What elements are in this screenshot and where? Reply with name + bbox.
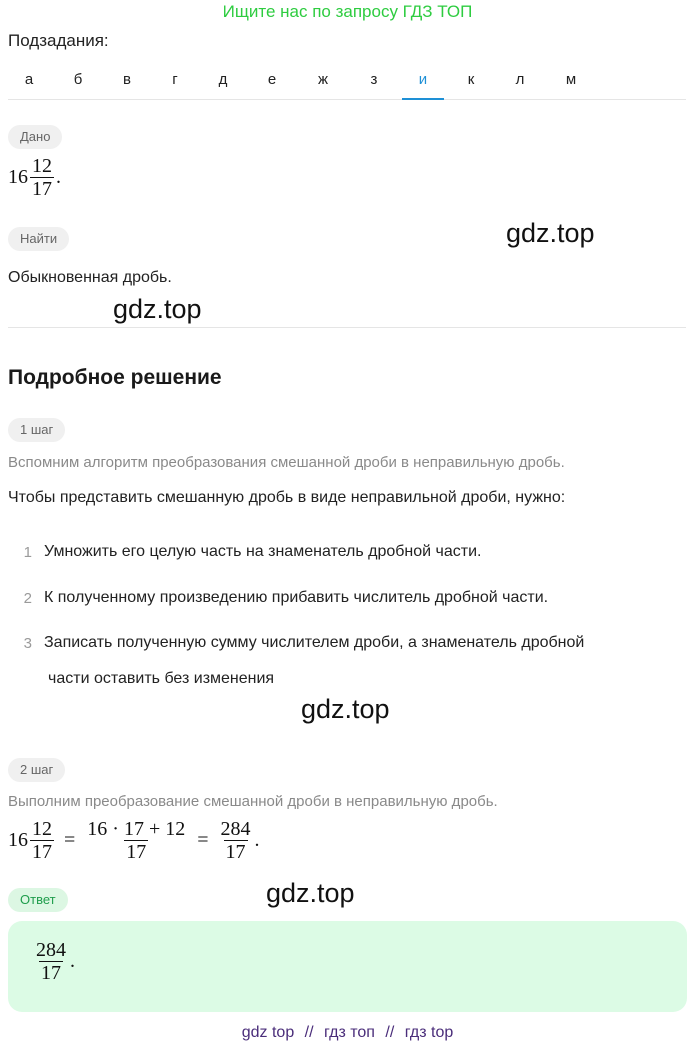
- footer-link[interactable]: gdz top: [241, 1024, 295, 1041]
- given-mixed-number: [8, 155, 61, 200]
- given-numerator: 12: [32, 155, 52, 177]
- tab-zh[interactable]: ж: [317, 71, 329, 88]
- equals-sign: =: [197, 829, 209, 851]
- watermark: gdz.top: [113, 294, 202, 324]
- find-badge: Найти: [8, 227, 69, 251]
- step1-badge: 1 шаг: [8, 418, 65, 442]
- given-denominator: 17: [32, 178, 52, 200]
- divider: [8, 327, 686, 328]
- mid-denominator: 17: [126, 841, 147, 863]
- result-numerator: 284: [220, 818, 251, 840]
- result-denominator: 17: [225, 841, 246, 863]
- tab-a[interactable]: а: [24, 71, 34, 88]
- tab-d[interactable]: д: [218, 71, 228, 88]
- solution-heading: Подробное решение: [8, 366, 222, 389]
- tab-m[interactable]: м: [565, 71, 577, 88]
- top-banner: Ищите нас по запросу ГДЗ ТОП: [222, 2, 473, 21]
- subtask-tabs: [8, 62, 686, 100]
- list-item: К полученному произведению прибавить числитель дробной части.: [44, 589, 549, 606]
- conversion-equation: [8, 818, 260, 863]
- step2-hint: Выполним преобразование смешанной дроби в неправильную дробь.: [8, 793, 498, 810]
- step2-period: .: [254, 829, 260, 851]
- tab-v[interactable]: в: [123, 71, 131, 88]
- list-item: Умножить его целую часть на знаменатель дробной части.: [44, 543, 482, 560]
- step2-badge: 2 шаг: [8, 758, 65, 782]
- step1-intro: Чтобы представить смешанную дробь в виде неправильной дроби, нужно:: [8, 489, 566, 506]
- footer-link[interactable]: гдз top: [404, 1024, 454, 1041]
- step2-whole: 16: [8, 829, 28, 851]
- answer-numerator: 284: [36, 939, 66, 961]
- watermark: gdz.top: [506, 218, 595, 248]
- footer-separator: //: [304, 1024, 314, 1041]
- step2-numerator: 12: [32, 818, 52, 840]
- list-item-continuation: части оставить без изменения: [48, 670, 275, 687]
- tab-i[interactable]: и: [402, 62, 444, 100]
- subtasks-label: Подзадания:: [8, 31, 109, 50]
- list-number: 2: [23, 590, 32, 607]
- footer-links: [0, 1024, 695, 1042]
- tab-l[interactable]: л: [515, 71, 525, 88]
- list-item: Записать полученную сумму числителем дроби, а знаменатель дробной: [44, 634, 585, 651]
- find-text: Обыкновенная дробь.: [8, 269, 172, 286]
- answer-period: .: [70, 950, 75, 972]
- step2-denominator: 17: [32, 841, 52, 863]
- tab-z[interactable]: з: [370, 71, 378, 88]
- equals-sign: =: [64, 829, 76, 851]
- answer-box: [8, 921, 687, 1012]
- mid-fraction: [85, 818, 187, 863]
- answer-badge: Ответ: [8, 888, 68, 912]
- footer-separator: //: [385, 1024, 395, 1041]
- answer-fraction-row: [32, 939, 75, 984]
- answer-denominator: 17: [41, 962, 61, 984]
- given-period: .: [56, 166, 61, 188]
- tab-k[interactable]: к: [467, 71, 475, 88]
- list-number: 3: [23, 635, 32, 652]
- step2-fraction: [30, 818, 54, 863]
- footer-link[interactable]: гдз топ: [324, 1024, 375, 1041]
- tab-b[interactable]: б: [73, 71, 83, 88]
- result-fraction: [219, 818, 253, 863]
- mid-numerator: 16 · 17 + 12: [87, 818, 186, 840]
- given-badge: Дано: [8, 125, 62, 149]
- answer-fraction: [34, 939, 68, 984]
- tab-g[interactable]: г: [172, 71, 178, 88]
- given-fraction: [30, 155, 54, 200]
- given-whole: 16: [8, 166, 28, 188]
- tab-e[interactable]: е: [267, 71, 277, 88]
- watermark: gdz.top: [266, 878, 355, 908]
- watermark: gdz.top: [301, 694, 390, 724]
- list-number: 1: [23, 544, 32, 561]
- step1-hint: Вспомним алгоритм преобразования смешанной дроби в неправильную дробь.: [8, 454, 565, 471]
